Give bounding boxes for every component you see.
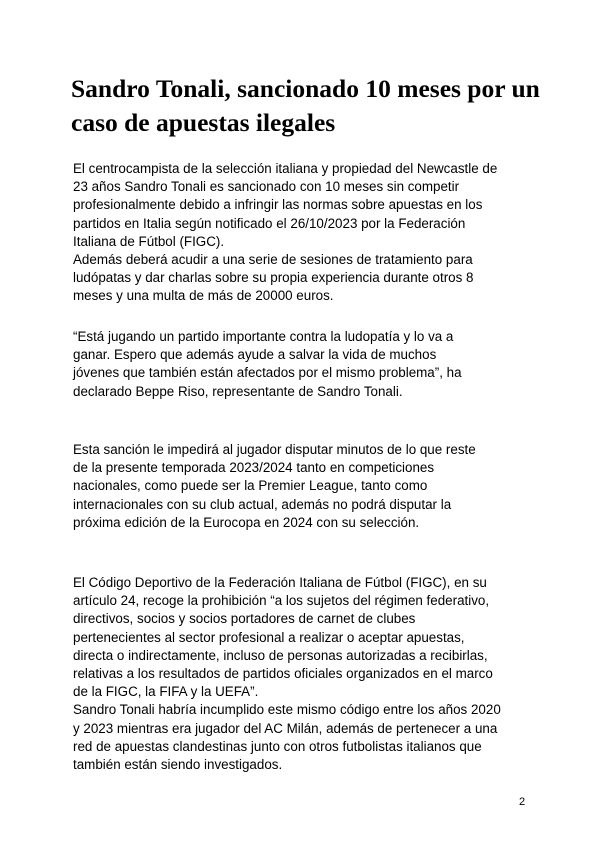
- text-line: Italiana de Fútbol (FIGC).: [73, 233, 225, 249]
- paragraph-sanction-details: [73, 160, 548, 306]
- article-title: Sandro Tonali, sancionado 10 meses por un caso de apuestas ilegales: [71, 74, 540, 137]
- text-line: partidos en Italia según notificado el 26/10/2023 por la Federación: [73, 215, 466, 231]
- text-line: El Código Deportivo de la Federación Italiana de Fútbol (FIGC), en su: [73, 575, 487, 590]
- text-line: pertenecientes al sector profesional a realizar o aceptar apuestas,: [73, 629, 465, 645]
- paragraph-code-article: [73, 574, 548, 774]
- text-line: profesionalmente debido a infringir las normas sobre apuestas en los: [73, 197, 483, 213]
- text-line: próxima edición de la Eurocopa en 2024 con su selección.: [73, 514, 420, 530]
- paragraph-season-impact: [73, 441, 548, 532]
- text-line: directivos, socios y socios portadores de carnet de clubes: [73, 611, 416, 627]
- text-line: jóvenes que también están afectados por el mismo problema”, ha: [73, 365, 462, 381]
- paragraph-quote: [73, 328, 548, 401]
- text-line: Esta sanción le impedirá al jugador disputar minutos de lo que reste: [73, 442, 476, 457]
- text-line: internacionales con su club actual, además no podrá disputar la: [73, 496, 452, 512]
- text-line: El centrocampista de la selección italiana y propiedad del Newcastle de: [73, 161, 498, 176]
- text-line: ganar. Espero que además ayude a salvar la vida de muchos: [73, 347, 437, 363]
- text-line: directa o indirectamente, incluso de personas autorizadas a recibirlas,: [73, 647, 488, 663]
- text-line: también están siendo investigados.: [73, 757, 283, 773]
- text-line: Sandro Tonali habría incumplido este mismo código entre los años 2020: [73, 702, 501, 718]
- text-line: de la presente temporada 2023/2024 tanto en competiciones: [73, 460, 435, 476]
- text-line: artículo 24, recoge la prohibición “a los sujetos del régimen federativo,: [73, 593, 490, 609]
- text-line: meses y una multa de más de 20000 euros.: [73, 288, 334, 304]
- text-line: 23 años Sandro Tonali es sancionado con 10 meses sin competir: [73, 179, 460, 195]
- text-line: red de apuestas clandestinas junto con otros futbolistas italianos que: [73, 738, 482, 754]
- text-line: Además deberá acudir a una serie de sesiones de tratamiento para: [73, 252, 473, 268]
- text-line: relativas a los resultados de partidos oficiales organizados en el marco: [73, 666, 493, 682]
- text-line: y 2023 mientras era jugador del AC Milán, además de pertenecer a una: [73, 720, 498, 736]
- text-line: declarado Beppe Riso, representante de Sandro Tonali.: [73, 383, 403, 399]
- text-line: “Está jugando un partido importante contra la ludopatía y lo va a: [73, 329, 454, 344]
- text-line: ludópatas y dar charlas sobre su propia experiencia durante otros 8: [73, 270, 474, 286]
- text-line: nacionales, como puede ser la Premier League, tanto como: [73, 478, 428, 494]
- text-line: de la FIGC, la FIFA y la UEFA”.: [73, 684, 259, 700]
- page-number: 2: [519, 796, 526, 808]
